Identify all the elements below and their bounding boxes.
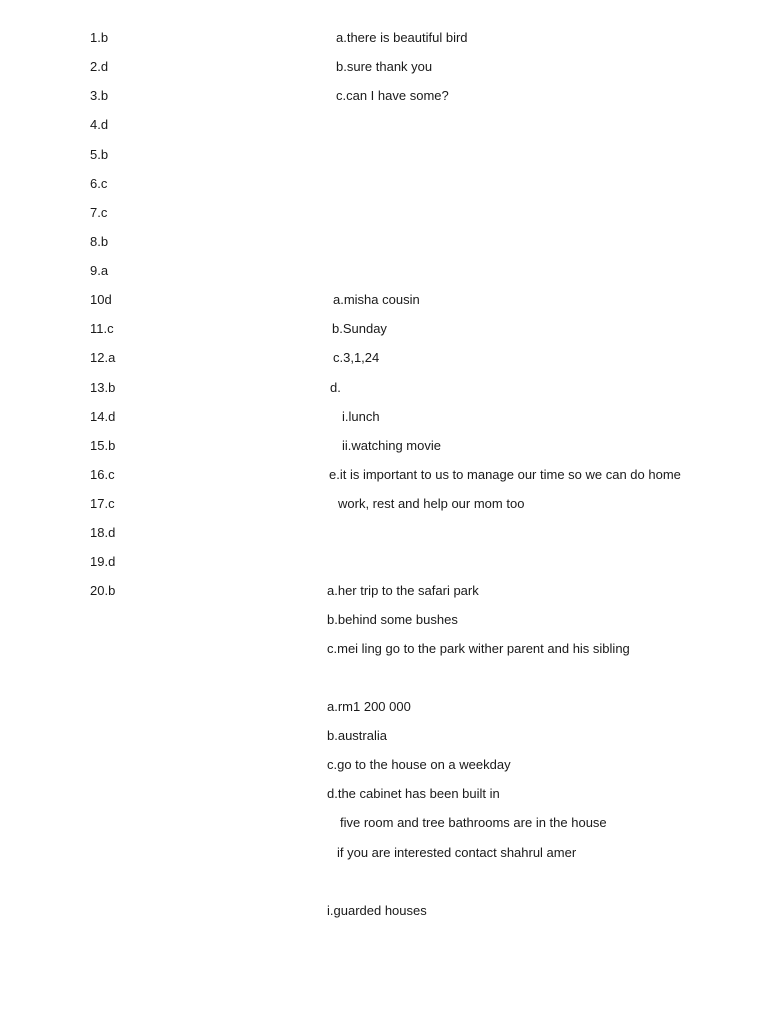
section-4-item-a: a.rm1 200 000 <box>327 699 411 714</box>
section-4-item-b: b.australia <box>327 728 387 743</box>
answer-19: 19.d <box>90 554 116 569</box>
section-3-item-c: c.mei ling go to the park wither parent and his sibling <box>327 641 630 656</box>
answer-2: 2.d <box>90 59 109 74</box>
answer-12: 12.a <box>90 350 116 365</box>
answer-15: 15.b <box>90 438 116 453</box>
section-5-item-i: i.guarded houses <box>327 903 427 918</box>
section-4-item-d-line-3: if you are interested contact shahrul amer <box>337 845 577 860</box>
answer-10: 10d <box>90 292 112 307</box>
answer-6: 6.c <box>90 176 108 191</box>
section-4-item-d: d.the cabinet has been built in <box>327 786 500 801</box>
answer-20: 20.b <box>90 583 116 598</box>
answer-18: 18.d <box>90 525 116 540</box>
section-2-item-a: a.misha cousin <box>333 292 420 307</box>
section-2-item-e-continued: work, rest and help our mom too <box>338 496 525 511</box>
section-1-item-a: a.there is beautiful bird <box>336 30 468 45</box>
section-3-item-a: a.her trip to the safari park <box>327 583 479 598</box>
section-3-item-b: b.behind some bushes <box>327 612 458 627</box>
section-4-item-c: c.go to the house on a weekday <box>327 757 511 772</box>
section-2-item-c: c.3,1,24 <box>333 350 380 365</box>
answer-13: 13.b <box>90 380 116 395</box>
answer-17: 17.c <box>90 496 115 511</box>
section-2-item-b: b.Sunday <box>332 321 387 336</box>
answer-8: 8.b <box>90 234 109 249</box>
answer-4: 4.d <box>90 117 109 132</box>
answer-16: 16.c <box>90 467 115 482</box>
section-2-item-d-i: i.lunch <box>342 409 380 424</box>
answer-14: 14.d <box>90 409 116 424</box>
answer-5: 5.b <box>90 147 109 162</box>
answer-9: 9.a <box>90 263 109 278</box>
section-2-item-d: d. <box>330 380 341 395</box>
answer-3: 3.b <box>90 88 109 103</box>
answer-11: 11.c <box>90 321 114 336</box>
section-1-item-c: c.can I have some? <box>336 88 449 103</box>
section-2-item-e: e.it is important to us to manage our time so we can do home <box>329 467 681 482</box>
section-1-item-b: b.sure thank you <box>336 59 433 74</box>
answer-1: 1.b <box>90 30 109 45</box>
section-4-item-d-line-2: five room and tree bathrooms are in the house <box>340 815 607 830</box>
section-2-item-d-ii: ii.watching movie <box>342 438 441 453</box>
answer-7: 7.c <box>90 205 108 220</box>
